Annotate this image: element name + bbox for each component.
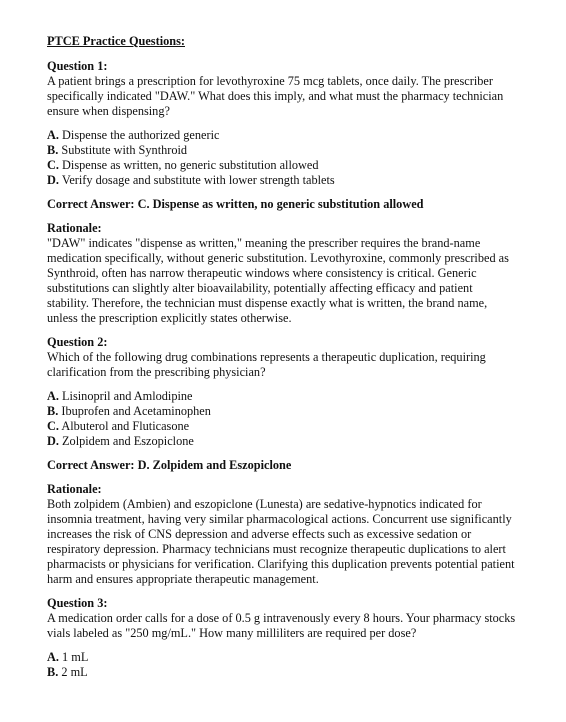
option-text: Dispense the authorized generic	[58, 128, 220, 142]
correct-answer: Correct Answer: D. Zolpidem and Eszopiclone	[47, 458, 292, 472]
option-text: Ibuprofen and Acetaminophen	[58, 404, 211, 418]
option-c	[47, 158, 517, 173]
option-text: Dispense as written, no generic substitution allowed	[58, 158, 319, 172]
question-block-1	[47, 59, 517, 326]
option-b	[47, 143, 517, 158]
option-text: 1 mL	[58, 650, 89, 664]
rationale-text: "DAW" indicates "dispense as written," meaning the prescriber requires the brand-name medication specifically, without generic substitution. Levothyroxine, commonly prescribed as Synthroid, often has narrow therapeutic windows where consistency is critical. Generic substitutions can slightly alter bioavailability, potentially affecting efficacy and patient stability. Therefore, the technician must dispense exactly what is written, the brand name, unless the prescription explicitly states otherwise.	[47, 236, 509, 325]
question-block-2	[47, 335, 517, 587]
option-letter: D.	[47, 434, 59, 448]
option-c	[47, 419, 517, 434]
document-title: PTCE Practice Questions:	[47, 34, 185, 48]
question-text: A medication order calls for a dose of 0.5 g intravenously every 8 hours. Your pharmacy stocks vials labeled as "250 mg/mL." How many milliliters are required per dose?	[47, 611, 516, 640]
question-heading: Question 3:	[47, 596, 108, 610]
option-a	[47, 389, 517, 404]
option-letter: A.	[47, 650, 59, 664]
option-letter: C.	[47, 158, 59, 172]
option-d	[47, 173, 517, 188]
option-letter: B.	[47, 665, 59, 679]
option-letter: A.	[47, 128, 59, 142]
option-d	[47, 434, 517, 449]
option-text: Zolpidem and Eszopiclone	[58, 434, 194, 448]
answer-options	[47, 128, 517, 188]
option-a	[47, 128, 517, 143]
correct-answer: Correct Answer: C. Dispense as written, no generic substitution allowed	[47, 197, 424, 211]
option-text: Verify dosage and substitute with lower strength tablets	[58, 173, 335, 187]
option-text: Lisinopril and Amlodipine	[58, 389, 193, 403]
option-letter: B.	[47, 143, 59, 157]
answer-options	[47, 389, 517, 449]
question-block-3	[47, 596, 517, 680]
rationale-text: Both zolpidem (Ambien) and eszopiclone (Lunesta) are sedative-hypnotics indicated for insomnia treatment, having very similar pharmacological actions. Concurrent use significantly increases the risk of CNS depression and adverse effects such as excessive sedation or respiratory depression. Pharmacy technicians must recognize therapeutic duplications to alert pharmacists or physicians for verification. Clarifying this duplication prevents potential patient harm and ensures appropriate therapeutic management.	[47, 497, 515, 586]
question-text: Which of the following drug combinations represents a therapeutic duplication, requiring clarification from the prescribing physician?	[47, 350, 486, 379]
option-text: Substitute with Synthroid	[58, 143, 188, 157]
question-text: A patient brings a prescription for levothyroxine 75 mcg tablets, once daily. The prescriber specifically indicated "DAW." What does this imply, and what must the pharmacy technician ensure when dispensing?	[47, 74, 504, 118]
option-letter: A.	[47, 389, 59, 403]
rationale-heading: Rationale:	[47, 221, 102, 235]
option-letter: B.	[47, 404, 59, 418]
rationale-heading: Rationale:	[47, 482, 102, 496]
option-letter: C.	[47, 419, 59, 433]
option-a	[47, 650, 517, 665]
option-b	[47, 665, 517, 680]
option-text: Albuterol and Fluticasone	[58, 419, 190, 433]
document-page	[47, 34, 517, 689]
answer-options	[47, 650, 517, 680]
option-letter: D.	[47, 173, 59, 187]
option-text: 2 mL	[58, 665, 88, 679]
question-heading: Question 2:	[47, 335, 108, 349]
question-heading: Question 1:	[47, 59, 108, 73]
option-b	[47, 404, 517, 419]
